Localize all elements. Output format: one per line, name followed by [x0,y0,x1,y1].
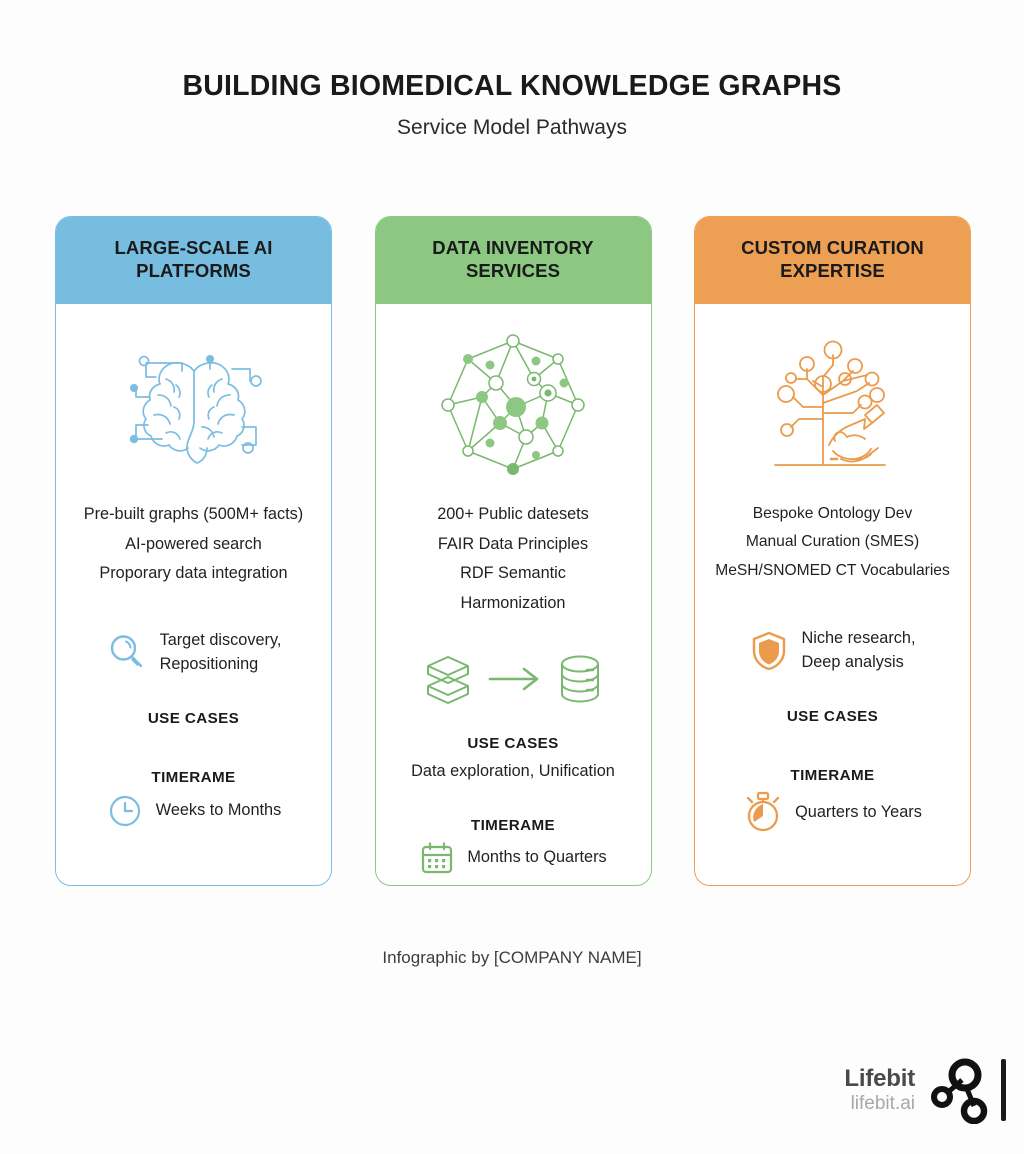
card-large-scale-ai-platforms[interactable] [55,216,332,886]
usecase-text: Data exploration, Unification [411,761,615,780]
logo-text-block [844,1066,915,1113]
card-title: LARGE-SCALE AI PLATFORMS [114,237,273,281]
timeframe-text: Months to Quarters [467,847,607,866]
feature-line: AI-powered search [125,534,262,553]
card-data-inventory-services[interactable] [375,216,652,886]
ontology-tree-hand-icon [757,330,909,480]
card-header-custom-curation-expertise [694,216,971,304]
usecase-label: USE CASES [786,708,879,726]
node-graph-logo-mark [929,1056,1006,1124]
calendar-icon [419,840,455,876]
feature-line: RDF Semantic [460,564,566,583]
feature-line: Manual Curation (SMES) [745,533,920,551]
timeframe-label: TIMERAME [470,816,556,834]
usecase-text-line: Repositioning [159,654,259,673]
timeframe-text: Quarters to Years [795,802,922,821]
timeframe-row [106,792,281,830]
card-title: DATA INVENTORY SERVICES [432,237,594,281]
feature-line: Pre-built graphs (500M+ facts) [83,505,304,523]
page-subtitle: Service Model Pathways [397,115,627,139]
feature-line: FAIR Data Principles [437,534,589,553]
usecase-label: USE CASES [147,710,240,728]
clock-icon [106,792,144,830]
logo-domain: lifebit.ai [850,1092,915,1114]
card-body [56,304,331,885]
pathway-cards-row [55,216,971,886]
arrow-right-icon [486,664,544,694]
card-title: CUSTOM CURATION EXPERTISE [741,237,924,281]
lifebit-logo[interactable] [844,1056,1006,1124]
usecase-text [160,629,282,676]
usecase-row [106,629,282,676]
feature-line: Bespoke Ontology Dev [752,505,913,522]
usecase-text-line: Niche research, [801,629,916,648]
feature-line: Proporary data integration [99,564,288,583]
timeframe-label: TIMERAME [790,767,875,785]
infographic-header [0,0,1024,140]
usecase-text [801,627,915,674]
usecase-label: USE CASES [467,734,559,752]
feature-line: Harmonization [460,593,566,612]
infographic-credit: Infographic by [COMPANY NAME] [382,948,642,967]
data-flow-row [422,653,604,705]
timeframe-row [419,840,606,876]
shield-icon [749,629,789,673]
logo-bar [1001,1059,1006,1121]
network-graph-icon [438,330,588,480]
feature-list [429,500,597,619]
usecase-text-line: Deep analysis [801,652,904,671]
usecase-row [749,627,915,674]
database-icon [556,653,604,705]
timeframe-text: Weeks to Months [155,801,282,820]
logo-company-name: Lifebit [844,1065,915,1093]
page-title: BUILDING BIOMEDICAL KNOWLEDGE GRAPHS [182,70,842,102]
usecase-text-line: Target discovery, [159,630,282,649]
card-header-large-scale-ai-platforms [55,216,332,304]
timeframe-row [743,790,922,834]
card-custom-curation-expertise[interactable] [694,216,971,886]
stopwatch-icon [743,790,783,834]
feature-list [707,500,958,585]
card-body [695,304,970,885]
magnifier-icon [106,632,148,674]
card-body [376,304,651,885]
card-header-data-inventory-services [375,216,652,304]
timeframe-label: TIMERAME [151,769,236,787]
stacked-blocks-icon [422,653,474,705]
feature-line: MeSH/SNOMED CT Vocabularies [715,561,950,579]
feature-line: 200+ Public datesets [437,505,589,523]
feature-list [76,500,311,589]
brain-circuit-icon [110,330,278,480]
